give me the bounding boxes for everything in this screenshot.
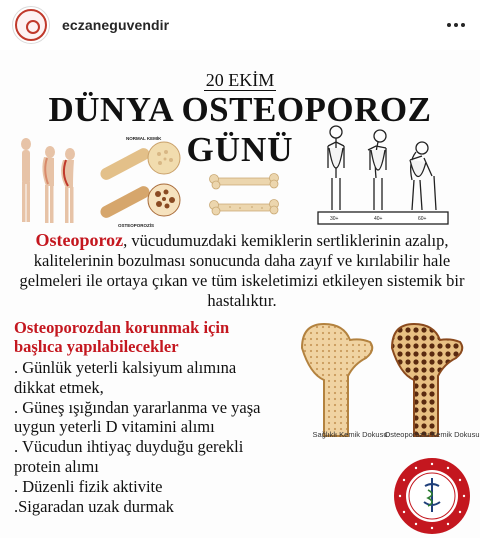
list-item: .Sigaradan uzak durmak — [14, 496, 174, 516]
title-line-1: DÜNYA OSTEOPOROZ — [48, 90, 432, 129]
list-item: . Düzenli fizik aktivite — [14, 476, 163, 496]
normal-bone-label: NORMAL KEMİK — [126, 136, 162, 141]
post-header — [0, 0, 480, 50]
list-item: . Vücudun ihtiyaç duyduğu gerekli protein alımı — [14, 437, 244, 476]
skeleton-comparison-illustration — [14, 130, 186, 230]
title-line-2: GÜNÜ — [186, 130, 294, 169]
osteo-bone-caption: Osteoporozlu Kemik Dokusu — [384, 430, 480, 439]
osteo-bone-label: OSTEOPOROZİS — [118, 223, 155, 228]
pharmacists-chamber-seal-icon — [392, 456, 472, 536]
bones-illustration — [206, 170, 284, 222]
prevention-tips-list — [14, 358, 274, 516]
aging-posture-illustration — [314, 118, 452, 228]
description-text: , vücudumuzdaki kemiklerin sertliklerinin azalıp, kalitelerinin bozulması sonucunda daha zayıf ve kırılabilir hale gelmeleri ile ortaya çıkan ve tüm iskeletimizi etkileyen sistemik bir hastalıktır. — [19, 231, 465, 310]
femur-comparison-illustration — [284, 318, 474, 448]
more-options-icon[interactable] — [444, 13, 468, 37]
profile-avatar[interactable] — [12, 6, 50, 44]
date-heading: 20 EKİM — [205, 70, 275, 90]
description-paragraph — [14, 230, 470, 311]
description-highlight: Osteoporoz — [35, 230, 124, 250]
avatar-logo-icon — [15, 9, 47, 41]
healthy-bone-caption: Sağlıklı Kemik Dokusu — [312, 430, 388, 439]
list-item: . Güneş ışığından yararlanma ve yaşa uygun yeterli D vitamini alımı — [14, 397, 261, 437]
post-image[interactable] — [0, 50, 480, 538]
age-label-2: 40+ — [374, 216, 383, 222]
list-item: . Günlük yeterli kalsiyum alımına dikkat etmek, — [14, 358, 237, 397]
prevention-heading: Osteoporozdan korunmak için başlıca yapılabilecekler — [14, 318, 230, 356]
age-label-1: 30+ — [330, 216, 339, 222]
username-link[interactable]: eczaneguvendir — [62, 17, 170, 33]
age-label-3: 60+ — [418, 216, 427, 222]
